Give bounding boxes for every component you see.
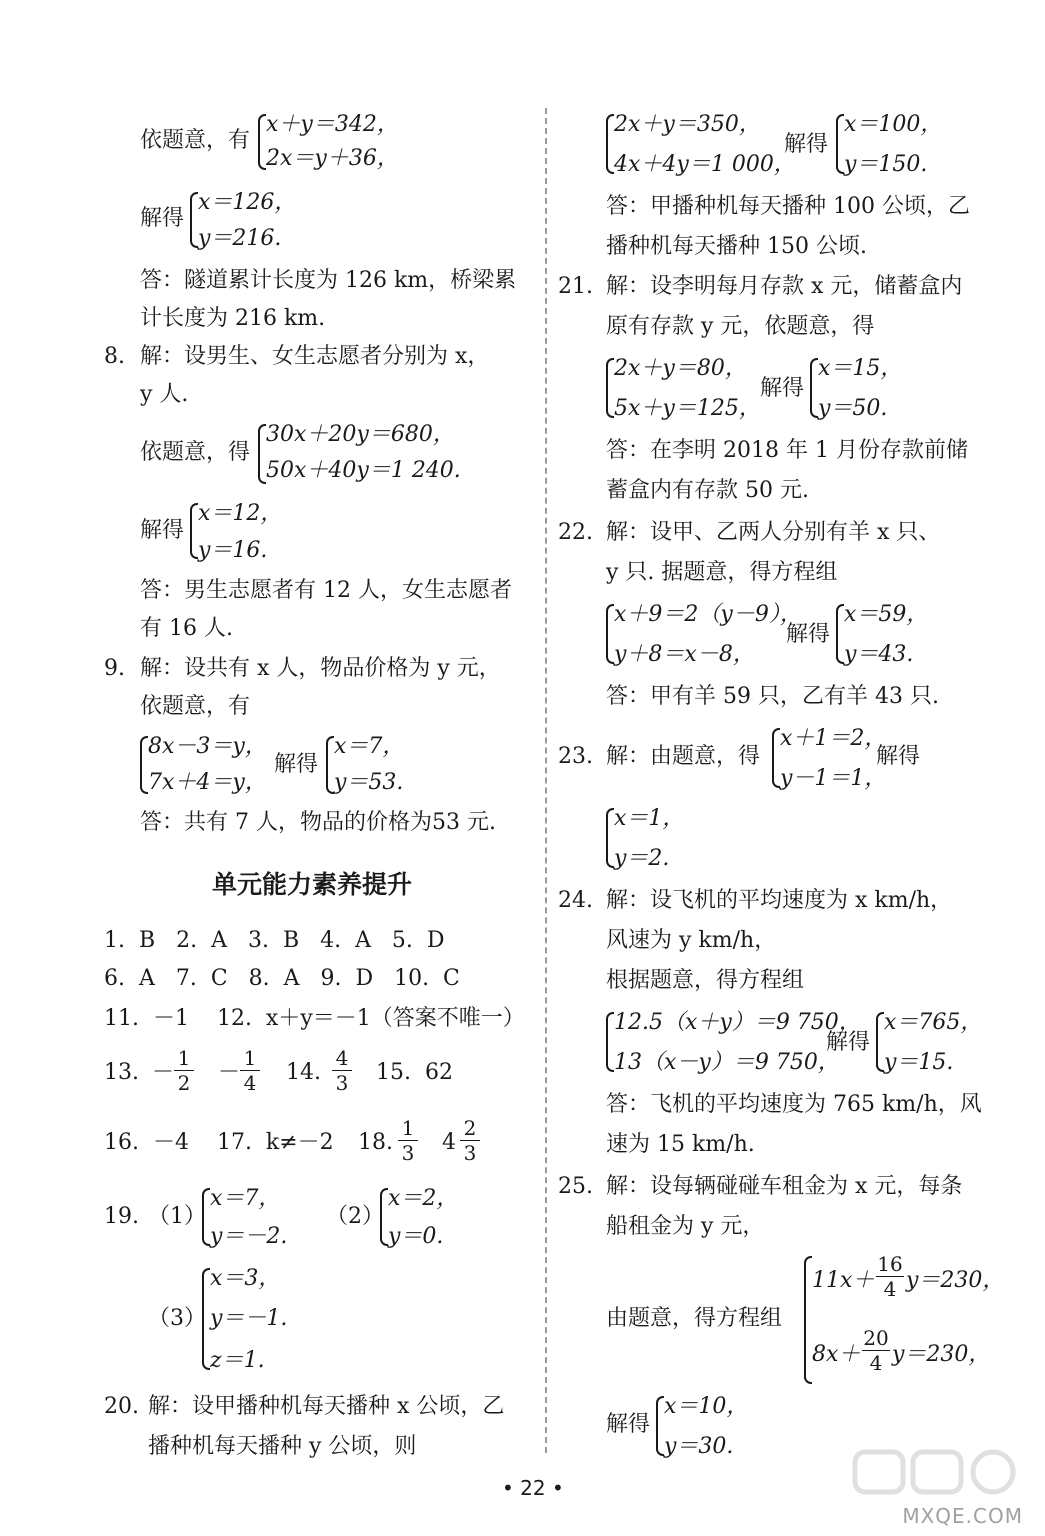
mc-answers-row: 1. B 2. A 3. B 4. A 5. D — [104, 928, 445, 953]
equation: 5x＋y＝125， — [614, 396, 761, 421]
fill-answers-row: 16. －4 17. k≠－2 — [104, 1130, 334, 1155]
column-divider — [545, 108, 547, 1453]
solution: z＝1. — [210, 1348, 265, 1373]
minus-sign: － — [152, 1060, 175, 1085]
solution-text: 解：设飞机的平均速度为 x km/h， — [606, 888, 953, 913]
brace — [606, 808, 614, 868]
equation: x＋1＝2， — [780, 726, 887, 751]
jiede-label: 解得 — [786, 622, 831, 647]
solution: y＝216. — [198, 226, 282, 251]
solution-text: 解：设共有 x 人，物品价格为 y 元， — [140, 656, 501, 681]
brace — [804, 1256, 812, 1384]
solution-text: 解：设男生、女生志愿者分别为 x， — [140, 344, 490, 369]
brace — [202, 1188, 210, 1246]
jiede-label: 解得 — [760, 376, 805, 401]
brace — [380, 1188, 388, 1246]
answer-line: 答：甲播种机每天播种 100 公顷，乙 — [606, 194, 970, 219]
solution: x＝15， — [818, 356, 903, 381]
equation: 2x＝y＋36， — [266, 146, 399, 171]
jiede-label: 解得 — [140, 206, 185, 231]
question-number: 21. — [558, 274, 593, 299]
brace — [258, 114, 266, 170]
question-number: 25. — [558, 1174, 593, 1199]
part-label: （2） — [326, 1204, 384, 1229]
question-number: 14. — [286, 1060, 321, 1085]
solution: x＝765， — [884, 1010, 983, 1035]
fraction: 16 4 — [877, 1252, 903, 1301]
solution-text: 解：设李明每月存款 x 元，储蓄盒内 — [606, 274, 963, 299]
equation: 8x－3＝y， — [148, 734, 267, 759]
solution: x＝1， — [614, 806, 685, 831]
solution-text: 解：设每辆碰碰车租金为 x 元，每条 — [606, 1174, 963, 1199]
solution: x＝7， — [334, 734, 405, 759]
solution: y＝2. — [614, 846, 670, 871]
question-number: 24. — [558, 888, 593, 913]
brace — [326, 736, 334, 794]
minus-sign: － — [218, 1060, 241, 1085]
jiede-label: 解得 — [784, 132, 829, 157]
fraction: 1 2 — [174, 1048, 194, 1093]
solution: x＝10， — [664, 1394, 749, 1419]
solution: y＝53. — [334, 770, 404, 795]
solution: x＝3， — [210, 1266, 281, 1291]
question-number: 19. — [104, 1204, 139, 1229]
equation: 2x＋y＝80， — [614, 356, 747, 381]
solution-text: 依题意，有 — [140, 694, 251, 719]
brace — [140, 736, 148, 794]
question-number: 9. — [104, 656, 125, 681]
fraction: 20 4 — [863, 1326, 889, 1375]
question-number: 23. — [558, 744, 593, 769]
equation: x＋y＝342， — [266, 112, 399, 137]
brace — [190, 503, 198, 559]
brace — [258, 424, 266, 484]
fill-answers-row: 11. －1 12. x＋y＝－1（答案不唯一） — [104, 1006, 525, 1031]
brace — [656, 1396, 664, 1456]
answer-line: 答：飞机的平均速度为 765 km/h，风 — [606, 1092, 982, 1117]
solution-text: 风速为 y km/h， — [606, 928, 777, 953]
solution: y＝50. — [818, 396, 888, 421]
solution-text: 由题意，得方程组 — [606, 1306, 783, 1331]
equation: 12.5（x＋y）＝9 750， — [614, 1010, 861, 1035]
question-number: 18. — [358, 1130, 393, 1155]
equation: 30x＋20y＝680， — [266, 422, 455, 447]
equation: x＋9＝2（y－9）， — [614, 602, 802, 627]
jiede-label: 解得 — [876, 744, 921, 769]
solution: x＝126， — [198, 190, 297, 215]
question-number: 13. — [104, 1060, 139, 1085]
p7-lead: 依题意，有 — [140, 128, 251, 153]
part-label: （3） — [148, 1306, 206, 1331]
brace — [876, 1012, 884, 1072]
fill-answer: 15. 62 — [376, 1060, 453, 1085]
brace — [810, 358, 818, 418]
solution-text: y 人. — [140, 382, 189, 407]
jiede-label: 解得 — [826, 1030, 871, 1055]
page-number: • 22 • — [502, 1476, 564, 1500]
brace — [190, 192, 198, 248]
question-number: 22. — [558, 520, 593, 545]
solution-text: 解：设甲播种机每天播种 x 公顷，乙 — [148, 1394, 505, 1419]
equation: y＝230， — [892, 1342, 991, 1367]
brace — [836, 114, 844, 174]
equation: y－1＝1， — [780, 766, 887, 791]
equation: 8x＋ — [812, 1342, 861, 1367]
solution: x＝12， — [198, 501, 283, 526]
fraction: 1 4 — [240, 1048, 260, 1093]
equation: 11x＋ — [812, 1268, 875, 1293]
answer-line: 计长度为 216 km. — [140, 306, 326, 331]
mixed-number-whole: 4 — [442, 1130, 456, 1155]
answer-line: 播种机每天播种 150 公顷. — [606, 234, 867, 259]
brace — [606, 1012, 614, 1072]
solution-text: 解：由题意，得 — [606, 744, 761, 769]
answer-line: 答：甲有羊 59 只，乙有羊 43 只. — [606, 684, 939, 709]
answer-line: 速为 15 km/h. — [606, 1132, 755, 1157]
equation: 50x＋40y＝1 240. — [266, 458, 461, 483]
section-heading: 单元能力素养提升 — [212, 870, 413, 899]
equation: 13（x－y）＝9 750， — [614, 1050, 840, 1075]
jiede-label: 解得 — [606, 1412, 651, 1437]
equation: 2x＋y＝350， — [614, 112, 761, 137]
solution-text: 根据题意，得方程组 — [606, 968, 805, 993]
equation: 4x＋4y＝1 000， — [614, 152, 796, 177]
part-label: （1） — [148, 1204, 206, 1229]
solution: y＝150. — [844, 152, 928, 177]
brace — [836, 604, 844, 664]
jiede-label: 解得 — [274, 752, 319, 777]
fraction: 2 3 — [460, 1118, 480, 1163]
answer-line: 答：在李明 2018 年 1 月份存款前储 — [606, 438, 968, 463]
solution: y＝30. — [664, 1434, 734, 1459]
fraction: 1 3 — [398, 1118, 418, 1163]
brace — [202, 1268, 210, 1370]
solution: y＝43. — [844, 642, 914, 667]
solution-text: 播种机每天播种 y 公顷，则 — [148, 1434, 417, 1459]
watermark-text: MXQE.COM — [902, 1504, 1023, 1528]
solution: y＝－1. — [210, 1306, 288, 1331]
solution: y＝0. — [388, 1224, 444, 1249]
answer-line: 答：隧道累计长度为 126 km，桥梁累 — [140, 268, 517, 293]
equation: y＝230， — [906, 1268, 1005, 1293]
brace — [606, 114, 614, 174]
brace — [606, 358, 614, 418]
solution-text: 船租金为 y 元， — [606, 1214, 765, 1239]
answer-line: 答：共有 7 人，物品的价格为53 元. — [140, 810, 496, 835]
answer-line: 蓄盒内有存款 50 元. — [606, 478, 809, 503]
solution-text: 解：设甲、乙两人分别有羊 x 只、 — [606, 520, 941, 545]
jiede-label: 解得 — [140, 518, 185, 543]
equation: 7x＋4＝y， — [148, 770, 267, 795]
brace — [606, 604, 614, 664]
solution: x＝59， — [844, 602, 929, 627]
answer-line: 答：男生志愿者有 12 人，女生志愿者 — [140, 578, 512, 603]
solution: x＝100， — [844, 112, 943, 137]
solution-text: 原有存款 y 元，依题意，得 — [606, 314, 875, 339]
fraction: 4 3 — [332, 1048, 352, 1093]
mc-answers-row: 6. A 7. C 8. A 9. D 10. C — [104, 966, 460, 991]
answer-line: 有 16 人. — [140, 616, 233, 641]
solution: x＝7， — [210, 1186, 281, 1211]
p8-lead: 依题意，得 — [140, 440, 251, 465]
equation: y＋8＝x－8， — [614, 642, 755, 667]
solution: y＝15. — [884, 1050, 954, 1075]
solution-text: y 只. 据题意，得方程组 — [606, 560, 838, 585]
solution: x＝2， — [388, 1186, 459, 1211]
question-number: 8. — [104, 344, 125, 369]
question-number: 20. — [104, 1394, 139, 1419]
solution: y＝16. — [198, 538, 268, 563]
solution: y＝－2. — [210, 1224, 288, 1249]
brace — [772, 728, 780, 788]
